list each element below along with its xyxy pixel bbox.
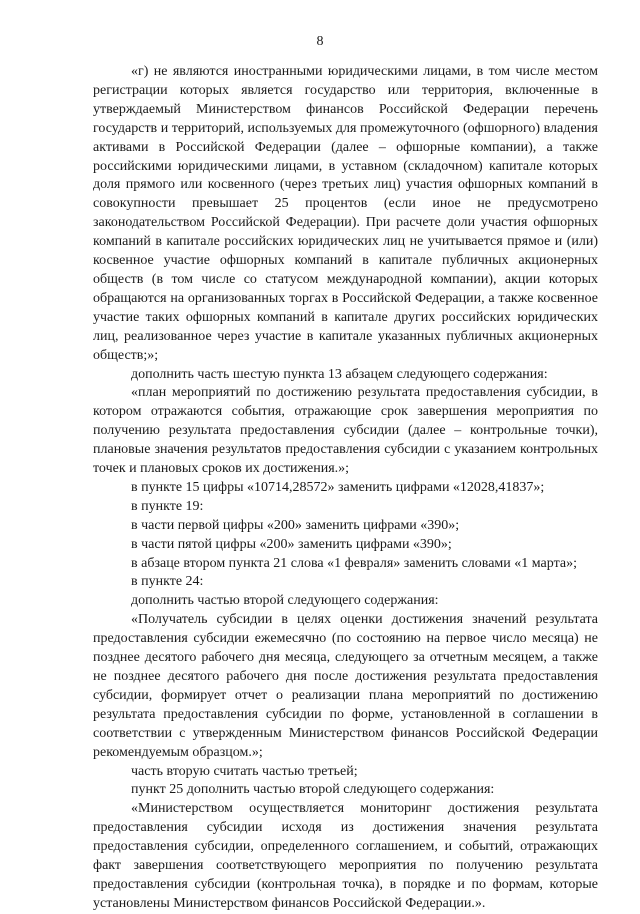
paragraph-recipient-report: «Получатель субсидии в целях оценки достижения значений результата предоставления субсидии ежемесячно (по состоянию на первое число месяца) не позднее десятого рабочего дня месяца, следующего за отчетным месяцем, а также не позднее десятого рабочего дня после достижения результата предоставления субсидии, формирует отчет о реализации плана мероприятий по достижению результата предоставления субсидии по форме, установленной в соглашении в соответствии с утвержденным Министерством финансов Российской Федерации рекомендуемым образцом.»; xyxy=(93,612,598,760)
paragraph-point-19-part-5: в части пятой цифры «200» заменить цифрами «390»; xyxy=(131,536,452,552)
paragraph-ministry-monitoring: «Министерством осуществляется мониторинг достижения результата предоставления субсидии исходя из достижения значения результата предоставления субсидии, определенного соглашением, и событий, отражающих факт завершения соответствующего мероприятия по получению результата предоставления субсидии (контрольная точка), в порядке и по формам, которые установлены Министерством финансов Российской Федерации.». xyxy=(93,801,598,911)
document-body xyxy=(93,63,598,914)
paragraph-action-plan: «план мероприятий по достижению результата предоставления субсидии, в котором отражаются события, отражающие срок завершения мероприятия по получению результата предоставления субсидии (далее – контрольные точки), плановые значения результатов предоставления субсидии с указанием контрольных точек и плановых сроков их достижения.»; xyxy=(93,385,598,477)
paragraph-amend-point-13: дополнить часть шестую пункта 13 абзацем следующего содержания: xyxy=(131,366,548,382)
paragraph-renumber-part: часть вторую считать частью третьей; xyxy=(131,763,358,779)
paragraph-point-25: пункт 25 дополнить частью второй следующего содержания: xyxy=(131,782,495,798)
paragraph-point-19-part-1: в части первой цифры «200» заменить цифрами «390»; xyxy=(131,517,460,533)
paragraph-subitem-g: «г) не являются иностранными юридическими лицами, в том числе местом регистрации которых является государство или территория, включенные в утверждаемый Министерством финансов Российской Федерации перечень государств и территорий, используемых для промежуточного (офшорного) владения активами в Российской Федерации (далее – офшорные компании), а также российскими юридическими лицами, в уставном (складочном) капитале которых доля прямого или косвенного (через третьих лиц) участия офшорных компаний в совокупности превышает 25 процентов (если иное не предусмотрено законодательством Российской Федерации). При расчете доли участия офшорных компаний в капитале российских юридических лиц не учитывается прямое и (или) косвенное участие офшорных компаний в капитале публичных акционерных обществ (в том числе со статусом международной компании), акции которых обращаются на организованных торгах в Российской Федерации, а также косвенное участие таких офшорных компаний в капитале других российских юридических лиц, реализованное через участие в капитале указанных публичных акционерных обществ;»; xyxy=(93,64,598,363)
paragraph-point-19: в пункте 19: xyxy=(131,498,204,514)
paragraph-point-24-add-part-2: дополнить частью второй следующего содержания: xyxy=(131,593,439,609)
page-number: 8 xyxy=(316,34,324,49)
paragraph-point-24: в пункте 24: xyxy=(131,574,204,590)
paragraph-point-15: в пункте 15 цифры «10714,28572» заменить цифрами «12028,41837»; xyxy=(131,479,545,495)
paragraph-point-21: в абзаце втором пункта 21 слова «1 февраля» заменить словами «1 марта»; xyxy=(131,555,577,571)
